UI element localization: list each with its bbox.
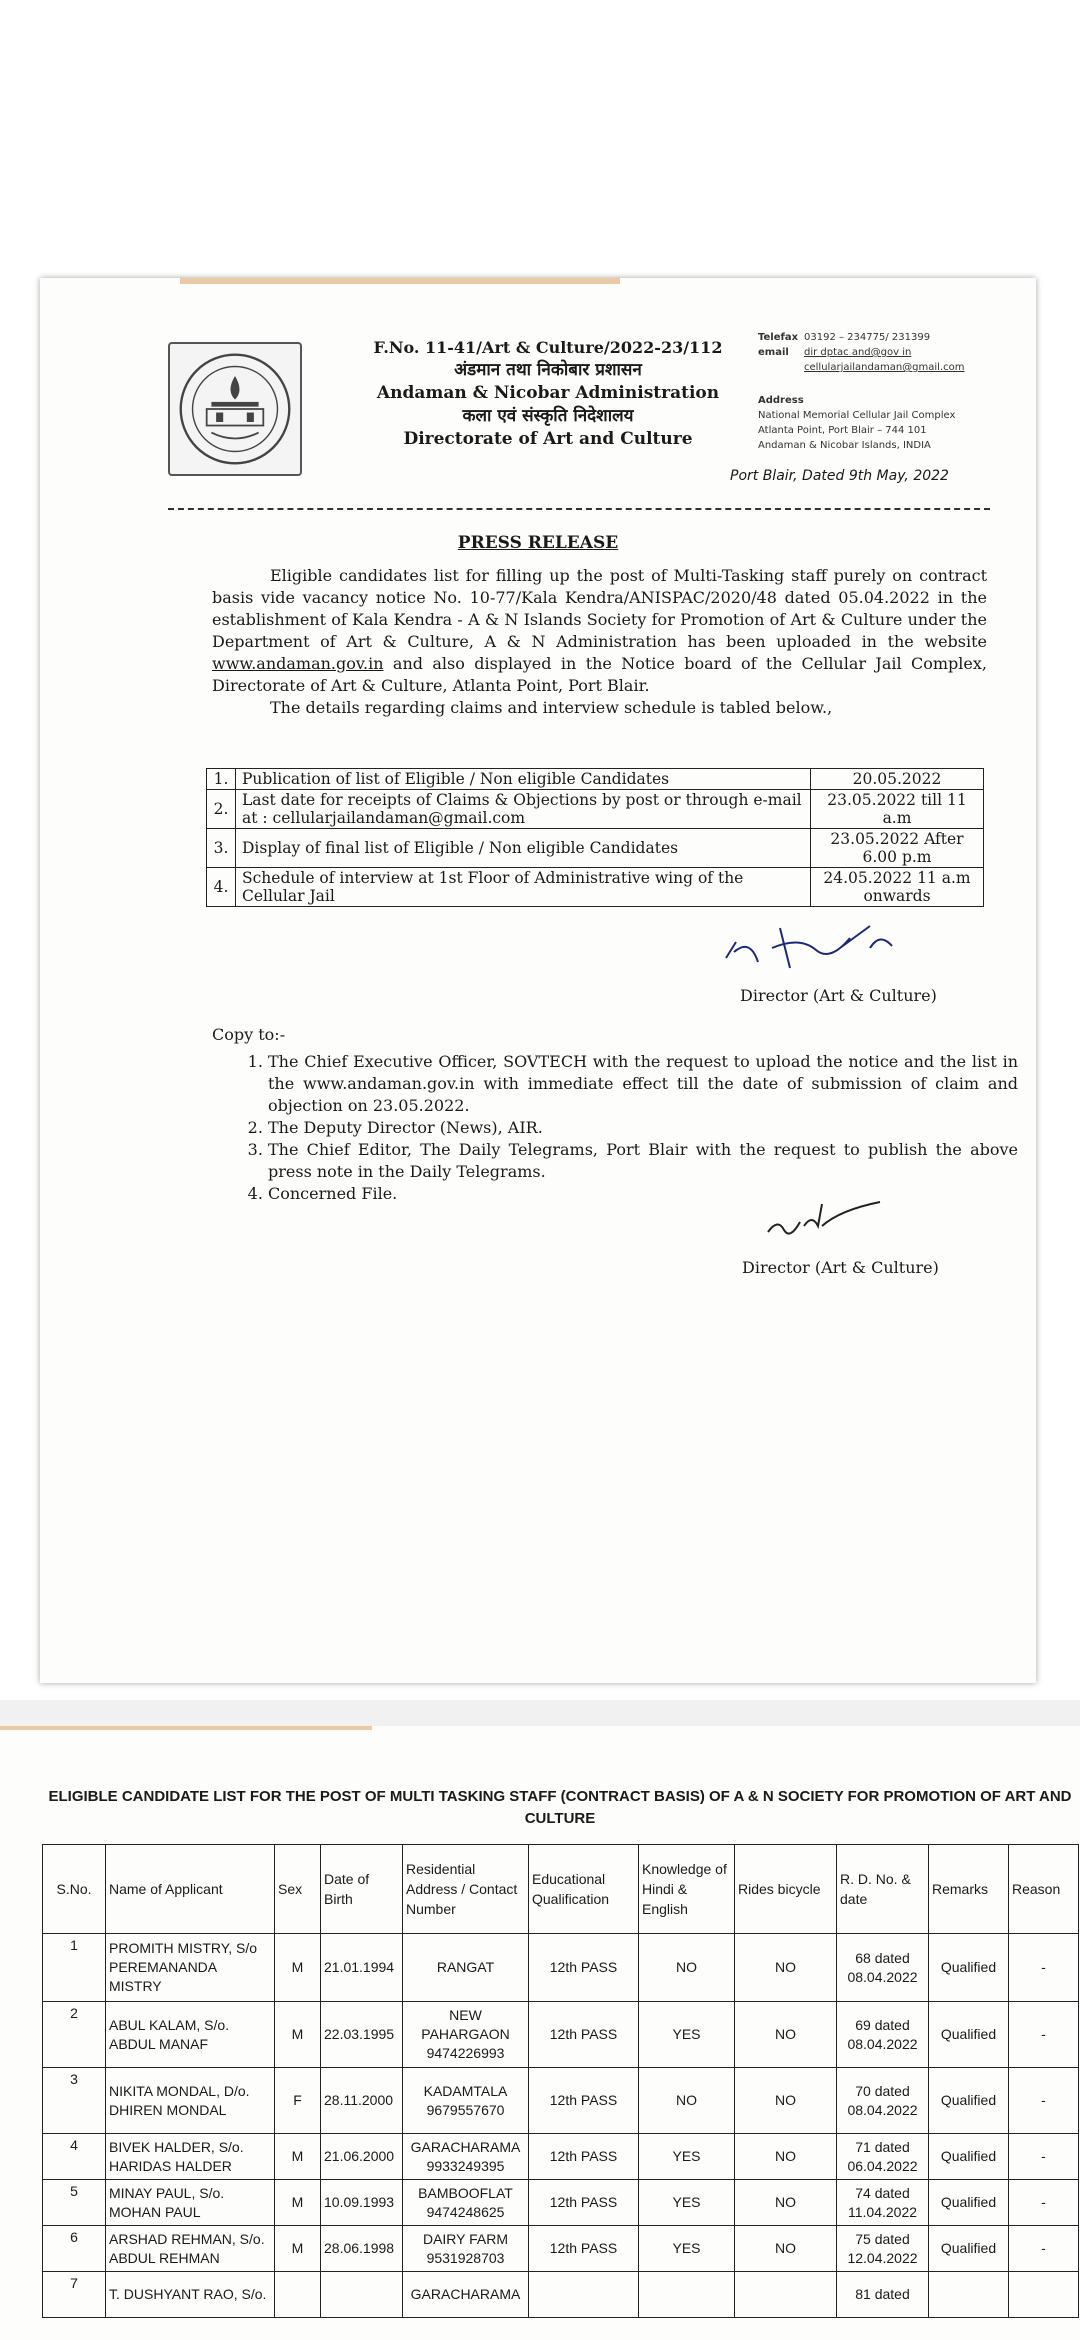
email-1: dir dptac and@gov in	[804, 347, 912, 358]
telefax-label: Telefax	[758, 332, 799, 343]
table-row: 1. Publication of list of Eligible / Non eligible Candidates 20.05.2022	[207, 769, 984, 790]
hindi-directorate-name: कला एवं संस्कृति निदेशालय	[462, 406, 634, 426]
copy-to-list	[240, 1051, 1018, 1205]
table-row: 3 NIKITA MONDAL, D/o. DHIREN MONDAL F 28.11.2000 KADAMTALA 9679557670 12th PASS NO NO 70 dated 08.04.2022 Qualified -	[43, 2068, 1079, 2134]
address-line: Atlanta Point, Port Blair – 744 101	[758, 425, 927, 436]
address-label: Address	[758, 395, 804, 406]
paragraph-1: Eligible candidates list for filling up the post of Multi-Tasking staff purely on contract basis vide vacancy notice No. 10-77/Kala Kendra/ANISPAC/2020/48 dated 05.04.2022 in the establishment of Kala Kendra - A & N Islands Society for Promotion of Art & Culture under the Department of Art & Culture, A & N Administration has been uploaded in the website www.andaman.gov.in and also displayed in the Notice board of the Cellular Jail Complex, Directorate of Art & Culture, Atlanta Point, Port Blair.	[212, 566, 987, 695]
column-header: Rides bicycle	[735, 1845, 837, 1934]
torn-edge	[180, 278, 620, 284]
column-header: Name of Applicant	[106, 1845, 275, 1934]
table-row: 6 ARSHAD REHMAN, S/o. ABDUL REHMAN M 28.06.1998 DAIRY FARM 9531928703 12th PASS YES NO 75 dated 12.04.2022 Qualified -	[43, 2226, 1079, 2272]
schedule-table	[206, 768, 984, 907]
contact-block	[758, 330, 1028, 453]
table-row: 7 T. DUSHYANT RAO, S/o. GARACHARAMA 81 dated	[43, 2272, 1079, 2318]
list-item: 4. Concerned File.	[268, 1183, 1018, 1205]
director-designation: Director (Art & Culture)	[740, 986, 937, 1005]
website-link[interactable]: www.andaman.gov.in	[212, 654, 384, 673]
press-release-title: PRESS RELEASE	[457, 533, 619, 553]
paragraph-2: The details regarding claims and interview schedule is tabled below.,	[270, 698, 833, 717]
file-number: F.No. 11-41/Art & Culture/2022-23/112	[373, 338, 723, 357]
table-row: 5 MINAY PAUL, S/o. MOHAN PAUL M 10.09.1993 BAMBOOFLAT 9474248625 12th PASS YES NO 74 dated 11.04.2022 Qualified -	[43, 2180, 1079, 2226]
column-header: Residential Address / Contact Number	[403, 1845, 529, 1934]
admin-name: Andaman & Nicobar Administration	[376, 383, 720, 403]
email-2: cellularjailandaman@gmail.com	[804, 362, 965, 373]
list-item: 2. The Deputy Director (News), AIR.	[268, 1117, 1018, 1139]
press-release-page	[40, 278, 1036, 1683]
torn-edge	[0, 1726, 372, 1730]
page-gap	[0, 1700, 1080, 1726]
column-header: R. D. No. & date	[837, 1845, 929, 1934]
column-header: S.No.	[43, 1845, 106, 1934]
candidate-table	[42, 1844, 1079, 2318]
letterhead	[368, 336, 728, 451]
column-header: Knowledge of Hindi & English	[639, 1845, 735, 1934]
directorate-name: Directorate of Art and Culture	[403, 429, 693, 449]
candidate-list-page	[0, 1726, 1080, 2340]
column-header: Date of Birth	[321, 1845, 403, 1934]
table-row: 2. Last date for receipts of Claims & Objections by post or through e-mail at : cellularjailandaman@gmail.com 23.05.2022 till 11 a.m	[207, 790, 984, 829]
table-row: 4 BIVEK HALDER, S/o. HARIDAS HALDER M 21.06.2000 GARACHARAMA 9933249395 12th PASS YES NO 71 dated 06.04.2022 Qualified -	[43, 2134, 1079, 2180]
telefax-number: 03192 – 234775/ 231399	[804, 332, 931, 343]
table-row: 2 ABUL KALAM, S/o. ABDUL MANAF M 22.03.1995 NEW PAHARGAON 9474226993 12th PASS YES NO 69 dated 08.04.2022 Qualified -	[43, 2002, 1079, 2068]
column-header: Remarks	[929, 1845, 1009, 1934]
table-row: 1 PROMITH MISTRY, S/o PEREMANANDA MISTRY M 21.01.1994 RANGAT 12th PASS NO NO 68 dated 08.04.2022 Qualified -	[43, 1934, 1079, 2002]
column-header: Sex	[275, 1845, 321, 1934]
email-label: email	[758, 347, 789, 358]
sd-signature	[760, 1196, 900, 1244]
hindi-admin-name: अंडमान तथा निकोबार प्रशासन	[454, 360, 642, 380]
candidate-list-title: ELIGIBLE CANDIDATE LIST FOR THE POST OF MULTI TASKING STAFF (CONTRACT BASIS) OF A & N SOCIETY FOR PROMOTION OF ART AND CULTURE	[48, 1788, 1072, 1827]
address-line: National Memorial Cellular Jail Complex	[758, 410, 956, 421]
dashed-divider	[168, 508, 990, 510]
director-signature	[720, 918, 980, 978]
director-designation-2: Director (Art & Culture)	[742, 1258, 939, 1277]
address-line: Andaman & Nicobar Islands, INDIA	[758, 440, 931, 451]
copy-to-label: Copy to:-	[212, 1025, 286, 1044]
seal-icon	[176, 350, 294, 468]
dated-line: Port Blair, Dated 9th May, 2022	[730, 468, 949, 484]
column-header: Reason	[1009, 1845, 1079, 1934]
table-header-row	[43, 1845, 1079, 1934]
table-row: 3. Display of final list of Eligible / Non eligible Candidates 23.05.2022 After 6.00 p.m	[207, 829, 984, 868]
press-release-body	[212, 565, 987, 719]
list-item: 1. The Chief Executive Officer, SOVTECH with the request to upload the notice and the list in the www.andaman.gov.in with immediate effect till the date of submission of claim and objection on 23.05.2022.	[268, 1051, 1018, 1117]
department-seal-logo	[168, 342, 302, 476]
list-item: 3. The Chief Editor, The Daily Telegrams, Port Blair with the request to publish the above press note in the Daily Telegrams.	[268, 1139, 1018, 1183]
column-header: Educational Qualification	[529, 1845, 639, 1934]
table-row: 4. Schedule of interview at 1st Floor of Administrative wing of the Cellular Jail 24.05.2022 11 a.m onwards	[207, 868, 984, 907]
